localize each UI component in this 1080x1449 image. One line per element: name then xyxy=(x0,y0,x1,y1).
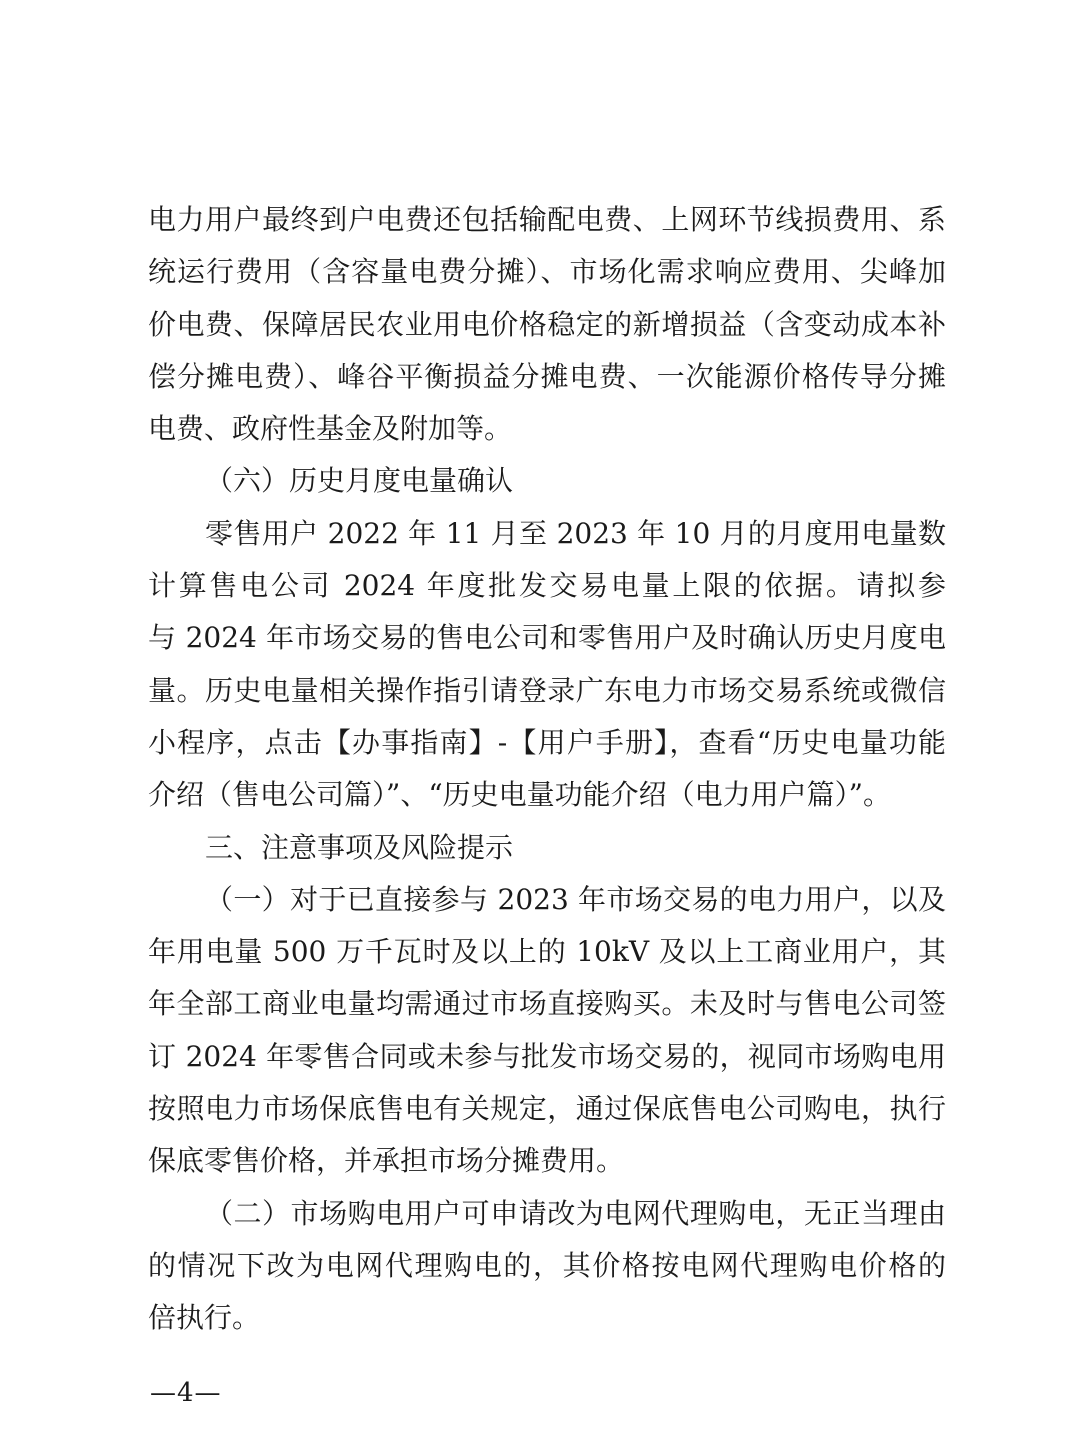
text-line: 介绍（售电公司篇）”、“历史电量功能介绍（电力用户篇）”。 xyxy=(148,778,891,812)
text-line: 与 2024 年市场交易的售电公司和零售用户及时确认历史月度电 xyxy=(148,621,946,655)
text-line: 计算售电公司 2024 年度批发交易电量上限的依据。请拟参 xyxy=(148,569,946,603)
text-line: 量。历史电量相关操作指引请登录广东电力市场交易系统或微信 xyxy=(148,673,946,707)
paragraph xyxy=(148,508,946,822)
text-line: 电力用户最终到户电费还包括输配电费、上网环节线损费用、系 xyxy=(148,203,946,236)
text-line: （一）对于已直接参与 2023 年市场交易的电力用户，以及 xyxy=(205,882,946,916)
text-line: 统运行费用（含容量电费分摊）、市场化需求响应费用、尖峰加 xyxy=(148,255,946,289)
paragraph xyxy=(148,874,946,1188)
text-line: 年全部工商业电量均需通过市场直接购买。未及时与售电公司签 xyxy=(148,987,946,1021)
text-line: 价电费、保障居民农业用电价格稳定的新增损益（含变动成本补 xyxy=(148,307,946,341)
paragraph xyxy=(148,1188,946,1345)
text-line: （二）市场购电用户可申请改为电网代理购电，无正当理由 xyxy=(205,1196,946,1230)
text-line: 偿分摊电费）、峰谷平衡损益分摊电费、一次能源价格传导分摊 xyxy=(148,359,946,393)
text-line: 小程序，点击【办事指南】-【用户手册】，查看“历史电量功能 xyxy=(148,725,946,759)
text-line: （六）历史月度电量确认 xyxy=(205,464,514,498)
document-body xyxy=(148,194,946,1345)
text-line: 三、注意事项及风险提示 xyxy=(205,830,514,864)
page-number: —4— xyxy=(150,1378,222,1408)
paragraph xyxy=(148,194,946,455)
text-line: 倍执行。 xyxy=(148,1301,261,1335)
text-line: 零售用户 2022 年 11 月至 2023 年 10 月的月度用电量数 xyxy=(205,516,946,550)
text-line: 的情况下改为电网代理购电的，其价格按电网代理购电价格的 xyxy=(148,1248,946,1282)
section-heading xyxy=(148,455,946,507)
text-line: 年用电量 500 万千瓦时及以上的 10kV 及以上工商业用户，其 xyxy=(148,935,946,969)
text-line: 订 2024 年零售合同或未参与批发市场交易的，视同市场购电用 xyxy=(148,1039,946,1073)
text-line: 保底零售价格，并承担市场分摊费用。 xyxy=(148,1144,625,1178)
text-line: 按照电力市场保底售电有关规定，通过保底售电公司购电，执行 xyxy=(148,1092,946,1126)
text-line: 电费、政府性基金及附加等。 xyxy=(148,412,513,446)
section-heading xyxy=(148,822,946,874)
